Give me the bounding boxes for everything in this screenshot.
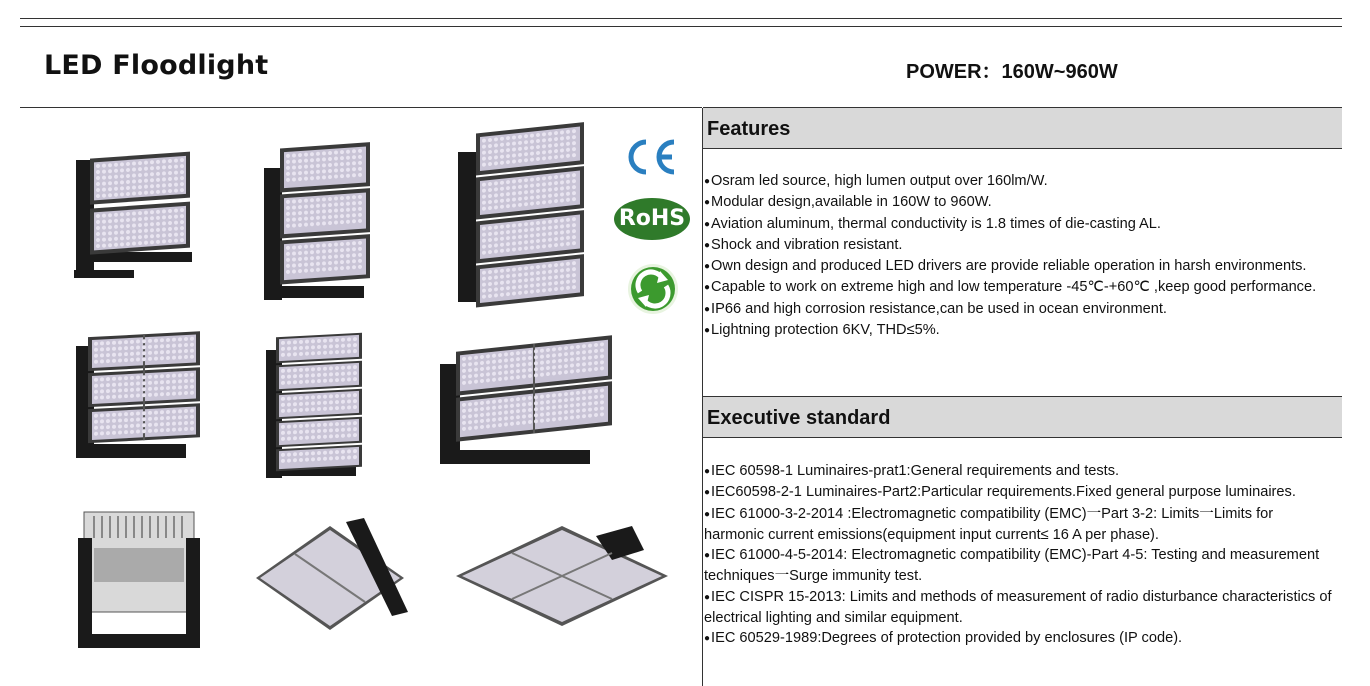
standards-heading: Executive standard — [703, 396, 1342, 438]
standard-item: ●IEC 60529-1989:Degrees of protection provided by enclosures (IP code). — [704, 630, 1183, 647]
standard-item: ●IEC60598-2-1 Luminaires-Part2:Particular requirements.Fixed general purpose luminaires. — [704, 484, 1296, 501]
product-image-6-module — [72, 326, 207, 462]
product-image-rear-view — [74, 508, 204, 658]
standard-item: ●IEC 60598-1 Luminaires-prat1:General requirements and tests. — [704, 463, 1120, 479]
feature-item: ●IP66 and high corrosion resistance,can be used in ocean environment. — [704, 300, 1167, 317]
rohs-icon: RoHS — [614, 198, 690, 240]
feature-item: ●Osram led source, high lumen output over 160lm/W. — [704, 173, 1048, 189]
standard-item: ●IEC 61000-4-5-2014: Electromagnetic compatibility (EMC)-Part 4-5: Testing and measurement techniques一Surge immunity test. — [704, 547, 1320, 585]
product-image-5-module — [262, 330, 367, 480]
feature-item: ●Lightning protection 6KV, THD≤5%. — [704, 322, 940, 339]
product-image-angled-2-module — [246, 516, 416, 664]
product-image-3-module — [258, 138, 373, 306]
feature-item: ●Shock and vibration resistant. — [704, 236, 903, 253]
feature-item: ●Capable to work on extreme high and low temperature -45℃-+60℃ ,keep good performance. — [704, 279, 1317, 296]
feature-item: ●Aviation aluminum, thermal conductivity is 1.8 times of die-casting AL. — [704, 215, 1161, 232]
standard-item: ●IEC 61000-3-2-2014 :Electromagnetic compatibility (EMC)一Part 3-2: Limits一Limits for harmonic current emissions(equipment input current≤ 16 A per phase). — [704, 505, 1274, 543]
divider-horizontal — [20, 107, 702, 108]
product-image-wide-module — [434, 334, 619, 469]
feature-item: ●Own design and produced LED drivers are provide reliable operation in harsh environments. — [704, 258, 1307, 275]
top-rule — [20, 18, 1342, 19]
product-image-angled-4-module — [452, 520, 672, 628]
product-image-2-module — [70, 148, 200, 283]
features-list — [704, 171, 1334, 341]
top-rule-2 — [20, 26, 1342, 27]
recycle-icon — [626, 262, 680, 316]
ce-icon — [622, 136, 678, 178]
features-heading: Features — [703, 107, 1342, 149]
feature-item: ●Modular design,available in 160W to 960W. — [704, 194, 992, 211]
standards-list — [704, 461, 1334, 650]
product-image-4-module — [452, 122, 592, 312]
page-title: LED Floodlight — [44, 50, 269, 81]
standard-item: ●IEC CISPR 15-2013: Limits and methods of measurement of radio disturbance characteristics of electrical lighting and similar equipment. — [704, 588, 1332, 627]
power-range: POWER：160W~960W — [906, 61, 1118, 83]
